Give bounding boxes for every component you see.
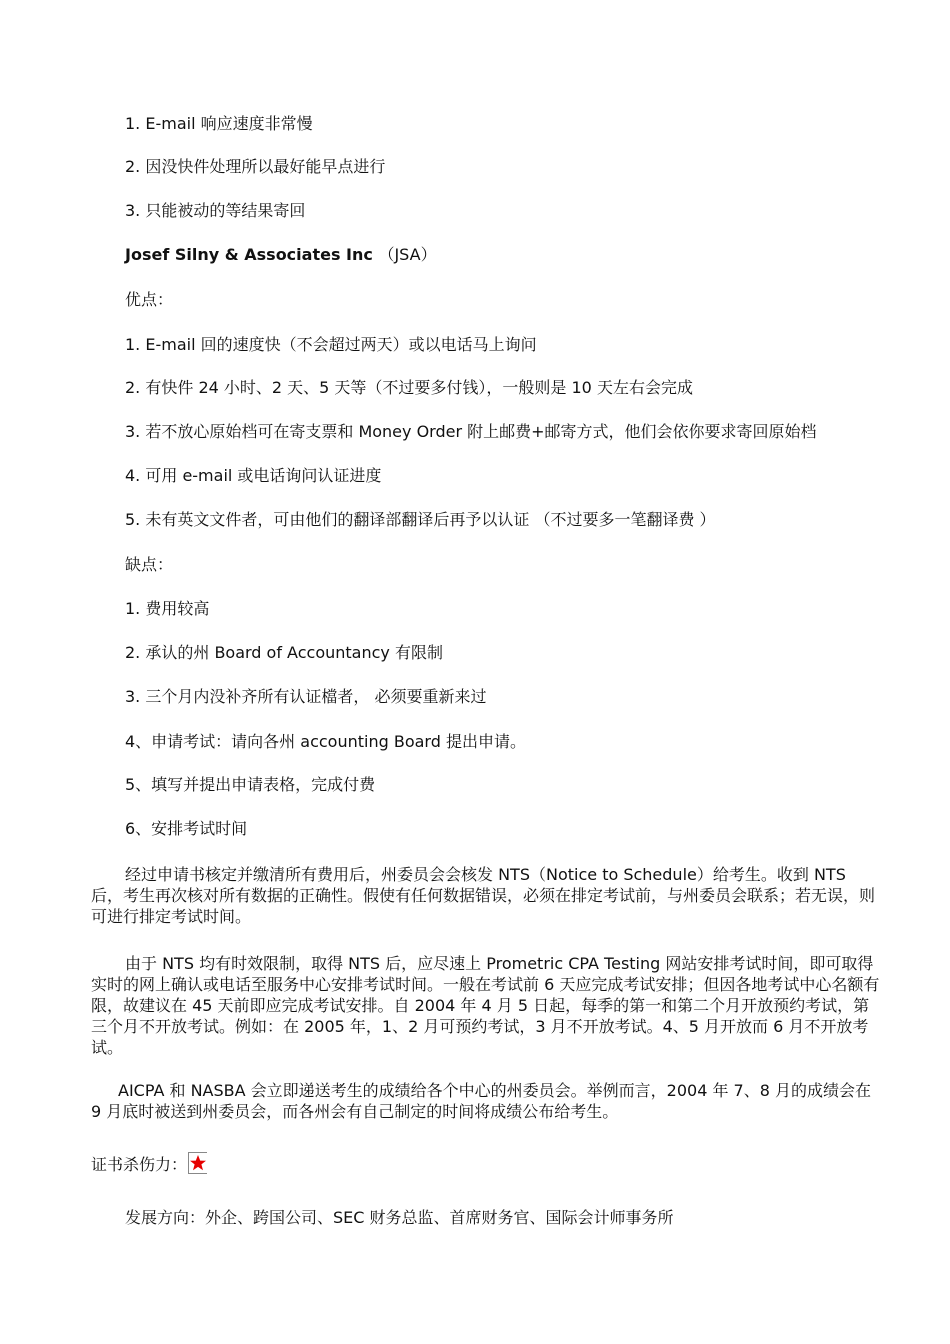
star-icon <box>188 1152 207 1174</box>
advantage-item: 4. 可用 e-mail 或电话询问认证进度 <box>125 466 382 485</box>
certificate-rating <box>91 1152 207 1175</box>
jsa-heading <box>125 244 437 265</box>
step-item: 4、申请考试：请向各州 accounting Board 提出申请。 <box>125 732 526 751</box>
disadvantage-item: 3. 三个月内没补齐所有认证檔者， 必须要重新来过 <box>125 687 487 706</box>
disadvantages-label: 缺点： <box>125 555 174 574</box>
paragraph-nts: 经过申请书核定并缴清所有费用后，州委员会会核发 NTS（Notice to Schedule）给考生。收到 NTS 后，考生再次核对所有数据的正确性。假使有任何数据错误，必须在排定考试前，与州委员会联系；若无误，则可进行排定考试时间。 <box>91 865 876 926</box>
disadvantage-item: 2. 因没快件处理所以最好能早点进行 <box>125 157 386 176</box>
paragraph-scheduling: 由于 NTS 均有时效限制，取得 NTS 后，应尽速上 Prometric CPA Testing 网站安排考试时间，即可取得实时的网上确认或电话至服务中心安排考试时间。一般在考试前 6 天应完成考试安排；但因各地考试中心名额有限，故建议在 45 天前即应完成考试安排。自 2004 年 4 月 5 日起，每季的第一和第二个月开放预约考试，第三个月不开放考试。例如：在 2005 年，1、2 月可预约考试，3 月不开放考试。4、5 月开放而 6 月不开放考试。 <box>91 954 880 1057</box>
advantage-item: 2. 有快件 24 小时、2 天、5 天等（不过要多付钱），一般则是 10 天左右会完成 <box>125 378 693 397</box>
advantage-item: 3. 若不放心原始档可在寄支票和 Money Order 附上邮费+邮寄方式，他们会依你要求寄回原始档 <box>125 422 817 441</box>
disadvantage-item: 3. 只能被动的等结果寄回 <box>125 201 306 220</box>
disadvantage-item: 1. E-mail 响应速度非常慢 <box>125 114 313 133</box>
career-direction: 发展方向：外企、跨国公司、SEC 财务总监、首席财务官、国际会计师事务所 <box>125 1208 674 1227</box>
step-item: 5、填写并提出申请表格，完成付费 <box>125 775 376 794</box>
advantage-item: 5. 未有英文文件者，可由他们的翻译部翻译后再予以认证 （不过要多一笔翻译费 ） <box>125 510 716 529</box>
disadvantage-item: 2. 承认的州 Board of Accountancy 有限制 <box>125 643 443 662</box>
jsa-abbr: （JSA） <box>378 245 437 264</box>
advantage-item: 1. E-mail 回的速度快（不会超过两天）或以电话马上询问 <box>125 335 537 354</box>
disadvantage-item: 1. 费用较高 <box>125 599 210 618</box>
advantages-label: 优点： <box>125 290 174 309</box>
paragraph-scores: AICPA 和 NASBA 会立即递送考生的成绩给各个中心的州委员会。举例而言，2004 年 7、8 月的成绩会在 9 月底时被送到州委员会，而各州会有自己制定的时间将成绩公布给考生。 <box>91 1081 871 1121</box>
jsa-name: Josef Silny & Associates Inc <box>125 245 373 264</box>
step-item: 6、安排考试时间 <box>125 819 248 838</box>
certificate-label: 证书杀伤力： <box>91 1155 188 1174</box>
